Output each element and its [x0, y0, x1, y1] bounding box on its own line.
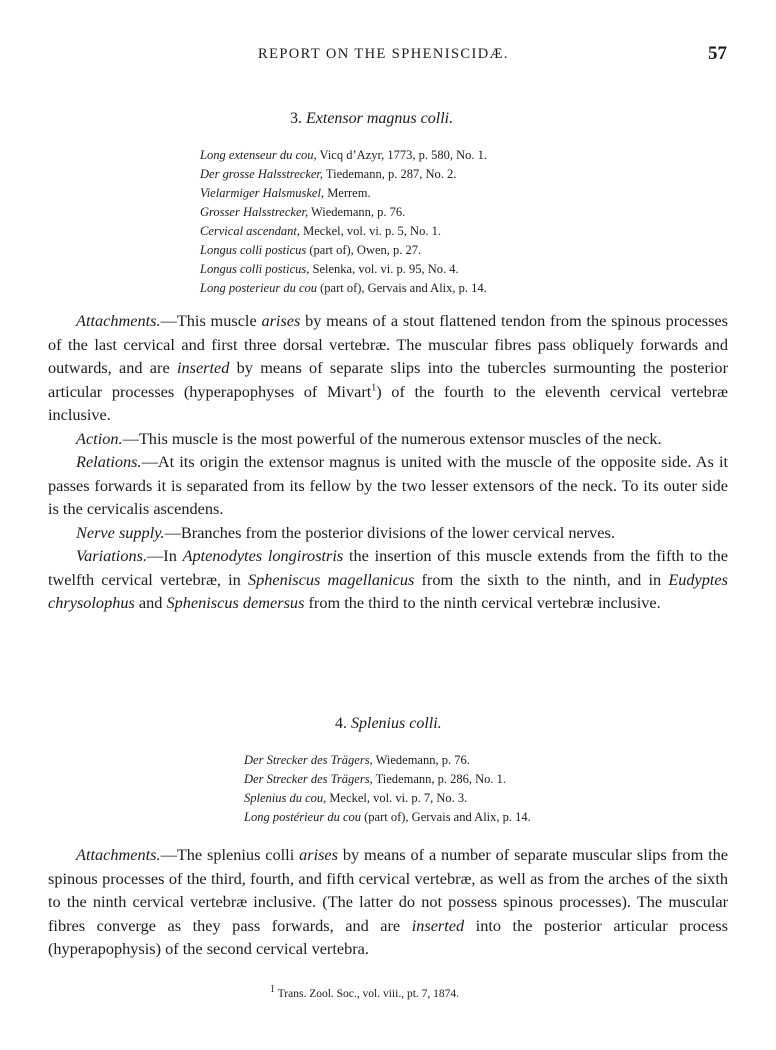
synonym-entry [244, 808, 531, 827]
paragraph-text: —This muscle is the most powerful of the numerous extensor muscles of the neck. [122, 428, 662, 448]
synonym-reference: Wiedemann, p. 76. [372, 753, 470, 767]
page-header [0, 43, 776, 70]
paragraph-action [48, 427, 728, 451]
synonym-entry [200, 165, 487, 184]
synonym-list [200, 146, 487, 298]
synonym-name: Der grosse Halsstrecker, [200, 167, 324, 181]
paragraph-label: Nerve supply. [76, 522, 165, 542]
synonym-entry [244, 770, 531, 789]
paragraph-label: Action. [76, 428, 123, 448]
paragraph-text: by means of separate slips into the tubercles surmounting the posterior articular processes (hyperapophyses of Mivart [48, 358, 728, 401]
synonym-name: Vielarmiger Halsmuskel, [200, 186, 325, 200]
section-title: Splenius colli. [351, 715, 442, 732]
paragraph-text: from the sixth to the ninth, and in [414, 569, 669, 589]
paragraph-text: —Branches from the posterior divisions of the lower cervical nerves. [164, 522, 615, 542]
paragraph-attachments [48, 843, 728, 961]
synonym-entry [244, 789, 531, 808]
running-title: REPORT ON THE SPHENISCIDÆ. [258, 46, 509, 62]
synonym-reference: Wiedemann, p. 76. [308, 205, 406, 219]
synonym-reference: Tiedemann, p. 287, No. 2. [323, 167, 457, 181]
section-title: Extensor magnus colli. [306, 110, 454, 127]
species-name: Spheniscus demersus [166, 593, 305, 612]
paragraph-text: by means of a stout flattened tendon from the spinous processes of the last cervical and first three dorsal vertebræ. The muscular fibres pass obliquely forwards and outwards, and are [48, 311, 728, 377]
synonym-name: Long extenseur du cou, [200, 148, 317, 162]
synonym-name: Splenius du cou, [244, 791, 327, 805]
paragraph-text: from the third to the ninth cervical vertebræ inclusive. [304, 593, 661, 612]
synonym-reference: Meckel, vol. vi. p. 7, No. 3. [326, 791, 468, 805]
synonym-name: Long postérieur du cou [244, 810, 362, 824]
paragraph-label: Attachments. [76, 845, 161, 864]
paragraph-text: by means of a number of separate muscular slips from the spinous processes of the third, fourth, and fifth cervical vertebræ, as well as from the arches of the sixth to the ninth cervical vertebræ inclusive. (The latter do not possess spinous processes). The muscular fibres converge as they pass forwards, and are [48, 845, 729, 935]
synonym-entry [200, 203, 487, 222]
synonym-entry [200, 146, 487, 165]
synonym-name: Cervical ascendant, [200, 224, 300, 238]
paragraph-label: Relations. [76, 452, 142, 471]
paragraph-variations [48, 544, 728, 615]
synonym-reference: (part of), Owen, p. 27. [306, 243, 422, 257]
section-number: 4. [335, 715, 347, 732]
section-body-extensor-magnus-colli [48, 309, 728, 615]
synonym-name: Longus colli posticus, [200, 262, 310, 276]
section-number: 3. [290, 110, 302, 127]
footnote-text: Trans. Zool. Soc., vol. viii., pt. 7, 1874. [275, 988, 460, 1000]
synonym-entry [200, 184, 487, 203]
synonym-reference: Meckel, vol. vi. p. 5, No. 1. [299, 224, 441, 238]
footnote [270, 984, 460, 1000]
synonym-name: Grosser Halsstrecker, [200, 205, 309, 219]
paragraph-label: Attachments. [76, 311, 161, 330]
synonym-list [244, 751, 531, 827]
synonym-reference: (part of), Gervais and Alix, p. 14. [317, 281, 487, 295]
page-number: 57 [708, 43, 727, 64]
synonym-reference: (part of), Gervais and Alix, p. 14. [361, 810, 531, 824]
synonym-name: Der Strecker des Trägers, [244, 753, 373, 767]
section-body-splenius-colli [48, 843, 728, 961]
synonym-entry [244, 751, 531, 770]
section-heading-extensor-magnus-colli [290, 110, 453, 128]
synonym-name: Der Strecker des Trägers, [244, 772, 373, 786]
paragraph-text: —The splenius colli [160, 845, 300, 864]
paragraph-nerve-supply [48, 521, 728, 545]
emphasis-arises: arises [261, 311, 301, 330]
paragraph-label: Variations. [76, 546, 148, 565]
synonym-entry [200, 260, 487, 279]
emphasis-inserted: inserted [411, 915, 465, 935]
synonym-entry [200, 241, 487, 260]
synonym-reference: Merrem. [324, 186, 371, 200]
paragraph-text: and [134, 593, 167, 612]
paragraph-text: —In [147, 546, 183, 565]
synonym-reference: Selenka, vol. vi. p. 95, No. 4. [309, 262, 459, 276]
emphasis-inserted: inserted [176, 358, 230, 377]
species-name: Spheniscus magellanicus [248, 569, 415, 589]
species-name: Aptenodytes longirostris [182, 546, 344, 565]
synonym-name: Long posterieur du cou [200, 281, 318, 295]
footnote-reference[interactable]: 1 [371, 382, 377, 394]
paragraph-text: —At its origin the extensor magnus is united with the muscle of the opposite side. As it passes forwards it is separated from its fellow by the two lesser extensors of the neck. To its outer side is the cervicalis ascendens. [48, 452, 728, 518]
synonym-entry [200, 279, 487, 298]
paragraph-text: the insertion of this muscle extends from the fifth to the twelfth cervical vertebræ, in [48, 546, 729, 589]
paragraph-text: into the posterior articular process (hyperapophysis) of the second cervical vertebra. [48, 915, 728, 958]
species-name: Eudyptes chrysolophus [48, 569, 728, 612]
emphasis-arises: arises [299, 845, 338, 864]
synonym-name: Longus colli posticus [200, 243, 307, 257]
section-heading-splenius-colli [335, 715, 442, 733]
footnote-mark: 1 [270, 984, 275, 996]
paragraph-relations [48, 450, 728, 521]
synonym-reference: Vicq d’Azyr, 1773, p. 580, No. 1. [316, 148, 488, 162]
paragraph-text: ) of the fourth to the eleventh cervical vertebræ inclusive. [48, 381, 728, 424]
paragraph-text: —This muscle [160, 311, 262, 330]
paragraph-attachments [48, 309, 728, 427]
synonym-reference: Tiedemann, p. 286, No. 1. [372, 772, 507, 786]
synonym-entry [200, 222, 487, 241]
